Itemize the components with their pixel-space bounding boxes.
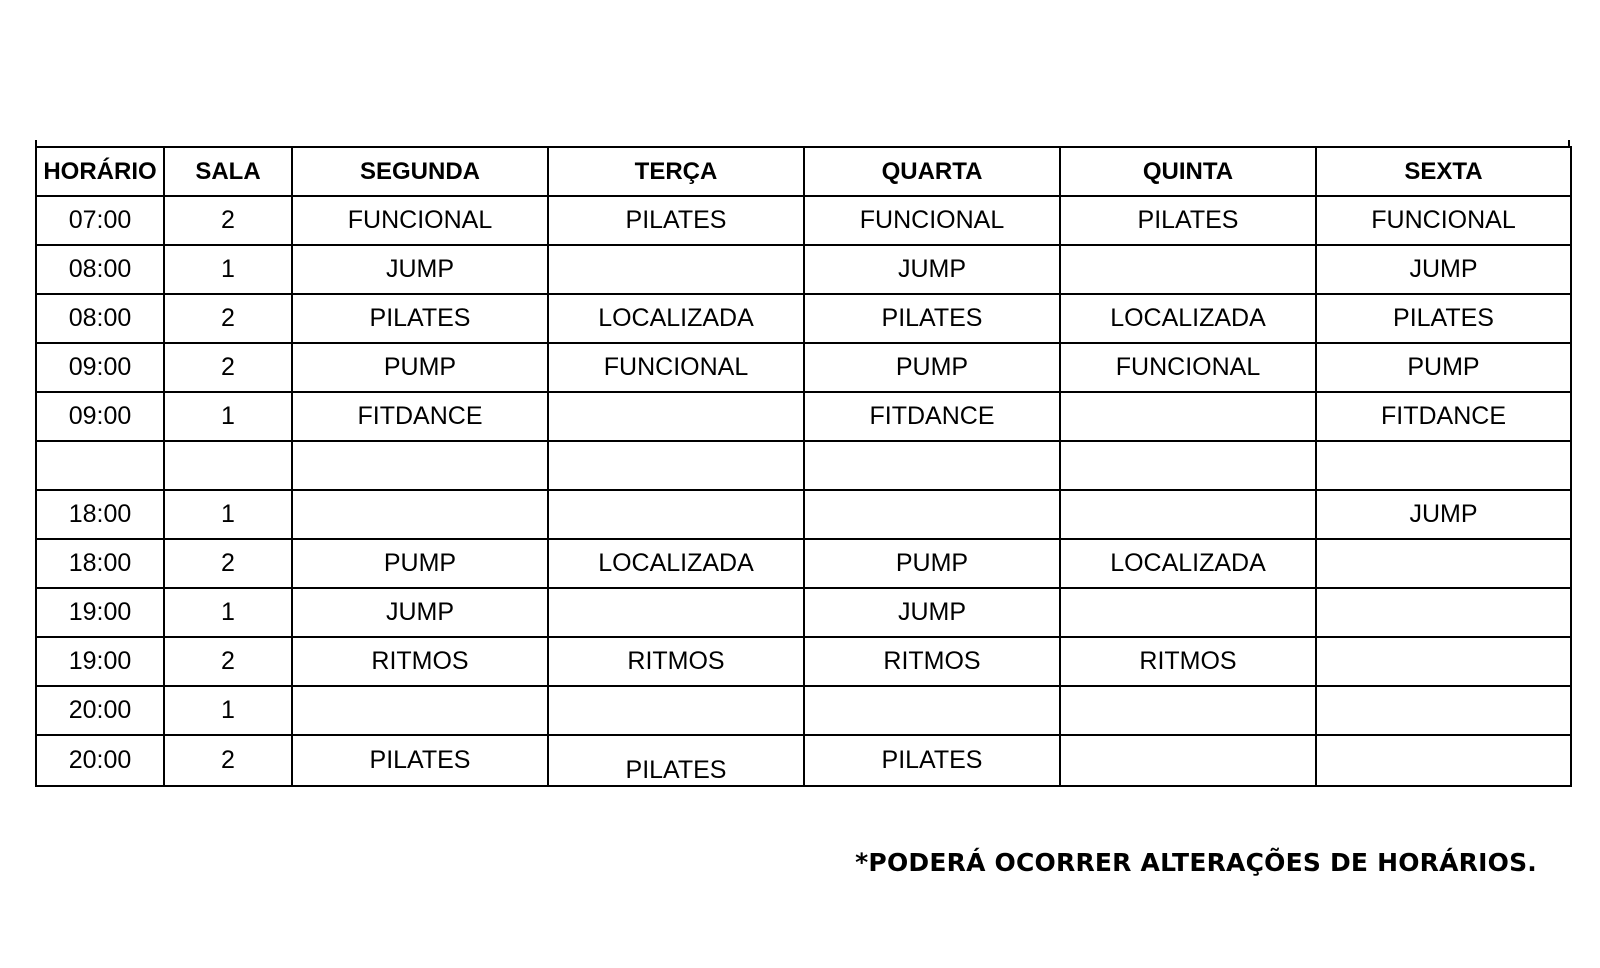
class-cell-sexta: FITDANCE — [1316, 392, 1571, 441]
class-cell-quarta — [804, 490, 1060, 539]
table-row — [36, 343, 1571, 392]
class-cell-terca: RITMOS — [548, 637, 804, 686]
header-sexta: SEXTA — [1316, 147, 1571, 196]
class-cell-segunda: JUMP — [292, 245, 548, 294]
class-cell-sexta — [1316, 637, 1571, 686]
time-cell: 09:00 — [36, 392, 164, 441]
header-segunda: SEGUNDA — [292, 147, 548, 196]
class-cell-segunda: PUMP — [292, 539, 548, 588]
class-cell-quarta: JUMP — [804, 245, 1060, 294]
table-row — [36, 637, 1571, 686]
room-cell: 1 — [164, 245, 292, 294]
class-cell-sexta: PUMP — [1316, 343, 1571, 392]
class-cell-quarta: PILATES — [804, 735, 1060, 786]
time-cell: 20:00 — [36, 735, 164, 786]
class-cell-terca — [548, 686, 804, 735]
time-cell: 08:00 — [36, 245, 164, 294]
class-cell-quinta — [1060, 735, 1316, 786]
time-cell: 19:00 — [36, 637, 164, 686]
class-cell-quarta: FUNCIONAL — [804, 196, 1060, 245]
table-body — [36, 196, 1571, 786]
class-cell-segunda: JUMP — [292, 588, 548, 637]
room-cell: 2 — [164, 637, 292, 686]
table-left-tick — [35, 140, 37, 146]
class-cell-segunda — [292, 686, 548, 735]
class-cell-segunda: RITMOS — [292, 637, 548, 686]
table-row — [36, 588, 1571, 637]
room-cell: 1 — [164, 490, 292, 539]
class-cell-quarta: PUMP — [804, 343, 1060, 392]
class-cell-quarta — [804, 686, 1060, 735]
table-row — [36, 196, 1571, 245]
time-cell: 08:00 — [36, 294, 164, 343]
class-cell-quarta: JUMP — [804, 588, 1060, 637]
room-cell: 2 — [164, 539, 292, 588]
room-cell: 1 — [164, 686, 292, 735]
table-row — [36, 294, 1571, 343]
class-cell-segunda — [292, 441, 548, 490]
class-cell-sexta — [1316, 735, 1571, 786]
time-cell: 07:00 — [36, 196, 164, 245]
class-cell-segunda — [292, 490, 548, 539]
table-row — [36, 441, 1571, 490]
header-quinta: QUINTA — [1060, 147, 1316, 196]
time-cell: 09:00 — [36, 343, 164, 392]
class-cell-quarta: FITDANCE — [804, 392, 1060, 441]
class-cell-sexta — [1316, 588, 1571, 637]
class-cell-terca: FUNCIONAL — [548, 343, 804, 392]
time-cell: 19:00 — [36, 588, 164, 637]
class-cell-sexta — [1316, 686, 1571, 735]
room-cell: 1 — [164, 588, 292, 637]
header-terca: TERÇA — [548, 147, 804, 196]
class-cell-terca: LOCALIZADA — [548, 294, 804, 343]
room-cell: 2 — [164, 196, 292, 245]
class-cell-terca — [548, 441, 804, 490]
table-row — [36, 245, 1571, 294]
schedule-disclaimer: *PODERÁ OCORRER ALTERAÇÕES DE HORÁRIOS. — [855, 848, 1537, 877]
class-cell-terca — [548, 490, 804, 539]
class-cell-quinta — [1060, 245, 1316, 294]
class-cell-quarta: PILATES — [804, 294, 1060, 343]
class-cell-terca — [548, 588, 804, 637]
room-cell: 2 — [164, 735, 292, 786]
class-cell-quarta — [804, 441, 1060, 490]
class-cell-sexta: JUMP — [1316, 490, 1571, 539]
class-cell-quinta — [1060, 490, 1316, 539]
room-cell: 1 — [164, 392, 292, 441]
class-cell-segunda: FUNCIONAL — [292, 196, 548, 245]
table-header — [36, 147, 1571, 196]
class-cell-quarta: PUMP — [804, 539, 1060, 588]
time-cell: 18:00 — [36, 490, 164, 539]
class-cell-quarta: RITMOS — [804, 637, 1060, 686]
class-cell-sexta — [1316, 441, 1571, 490]
class-cell-segunda: PILATES — [292, 735, 548, 786]
class-cell-segunda: FITDANCE — [292, 392, 548, 441]
class-cell-terca — [548, 392, 804, 441]
header-quarta: QUARTA — [804, 147, 1060, 196]
header-row — [36, 147, 1571, 196]
room-cell: 2 — [164, 294, 292, 343]
schedule-container — [35, 140, 1570, 787]
room-cell — [164, 441, 292, 490]
table-row — [36, 490, 1571, 539]
header-sala: SALA — [164, 147, 292, 196]
class-cell-segunda: PUMP — [292, 343, 548, 392]
table-row — [36, 686, 1571, 735]
table-row — [36, 735, 1571, 786]
class-schedule-table — [35, 146, 1572, 787]
class-cell-sexta — [1316, 539, 1571, 588]
class-cell-quinta: LOCALIZADA — [1060, 294, 1316, 343]
class-cell-sexta: PILATES — [1316, 294, 1571, 343]
class-cell-sexta: FUNCIONAL — [1316, 196, 1571, 245]
class-cell-quinta: RITMOS — [1060, 637, 1316, 686]
class-cell-terca: LOCALIZADA — [548, 539, 804, 588]
table-top-edge — [35, 140, 1570, 146]
table-right-tick — [1568, 140, 1570, 146]
header-horario: HORÁRIO — [36, 147, 164, 196]
class-cell-quinta: PILATES — [1060, 196, 1316, 245]
class-cell-quinta — [1060, 392, 1316, 441]
class-cell-quinta — [1060, 441, 1316, 490]
class-cell-terca: PILATES — [548, 735, 804, 786]
class-cell-quinta: FUNCIONAL — [1060, 343, 1316, 392]
table-row — [36, 392, 1571, 441]
class-cell-quinta — [1060, 686, 1316, 735]
time-cell — [36, 441, 164, 490]
table-row — [36, 539, 1571, 588]
room-cell: 2 — [164, 343, 292, 392]
class-cell-quinta: LOCALIZADA — [1060, 539, 1316, 588]
class-cell-sexta: JUMP — [1316, 245, 1571, 294]
time-cell: 20:00 — [36, 686, 164, 735]
time-cell: 18:00 — [36, 539, 164, 588]
class-cell-quinta — [1060, 588, 1316, 637]
class-cell-terca — [548, 245, 804, 294]
class-cell-terca: PILATES — [548, 196, 804, 245]
class-cell-segunda: PILATES — [292, 294, 548, 343]
